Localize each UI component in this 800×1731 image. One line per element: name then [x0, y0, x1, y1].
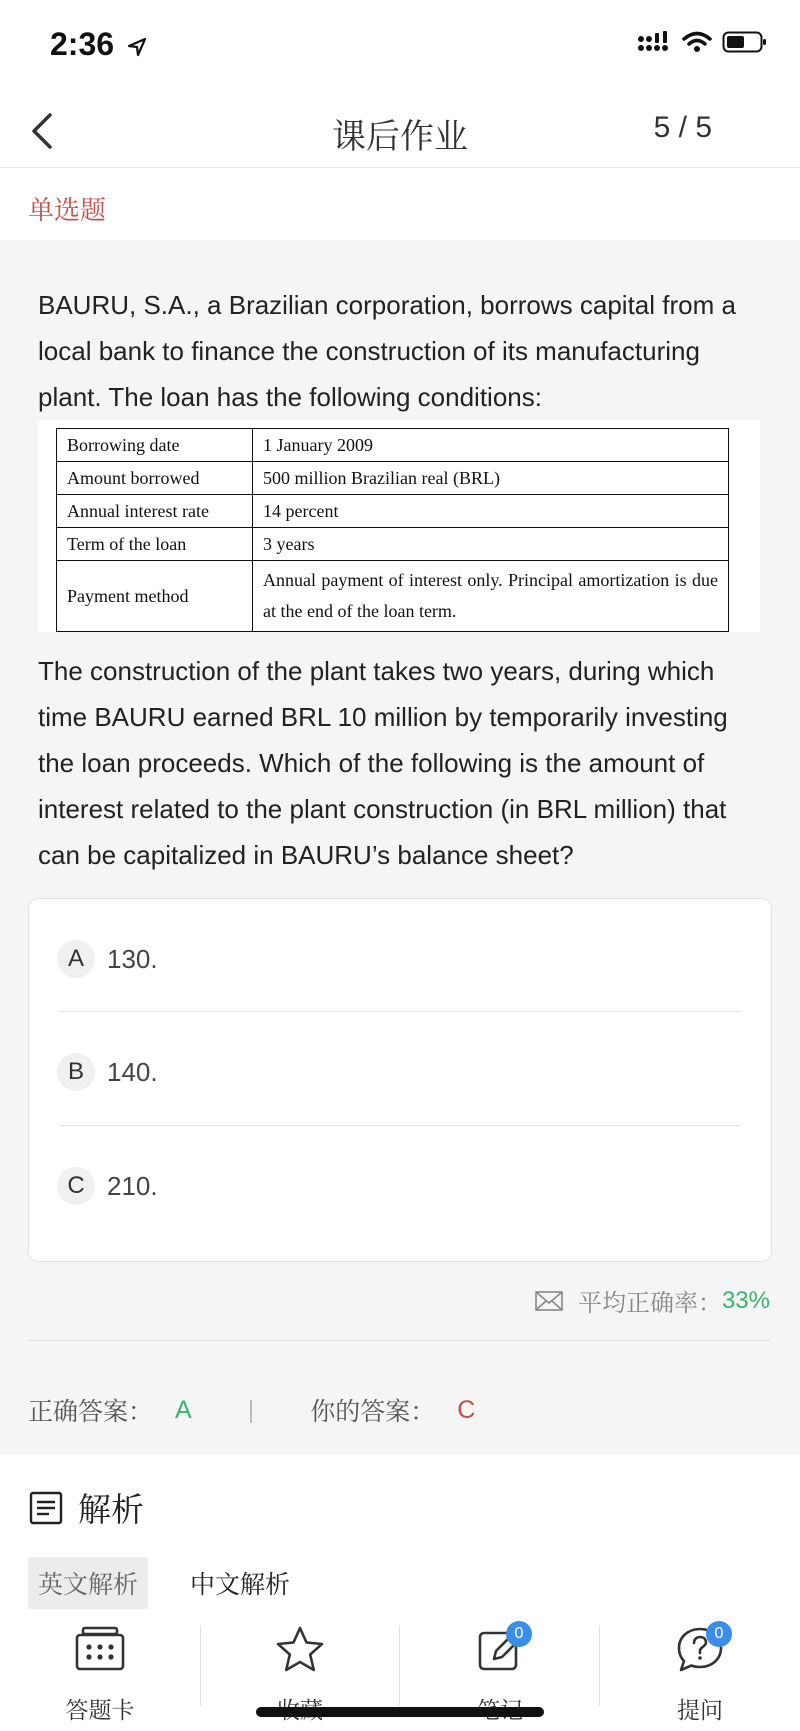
- analysis-tabs: [28, 1557, 300, 1609]
- accuracy-label: 平均正确率：: [577, 1290, 722, 1317]
- option-text: 130.: [107, 943, 158, 974]
- notes-badge: 0: [506, 1621, 532, 1647]
- table-value: 500 million Brazilian real (BRL): [253, 462, 729, 495]
- options-card: [28, 898, 772, 1262]
- home-indicator[interactable]: [256, 1707, 544, 1717]
- question-body: The construction of the plant takes two years, during which time BAURU earned BRL 10 million by temporarily investing the loan proceeds. Which of the following is the amount of interest related to the plant construction (in BRL million) that can be capitalized in BAURU’s balance sheet?: [38, 656, 728, 870]
- battery-icon: [722, 30, 768, 54]
- status-time: [50, 26, 147, 63]
- question-intro: BAURU, S.A., a Brazilian corporation, borrows capital from a local bank to finance the construction of its manufacturing plant. The loan has the following conditions:: [38, 290, 736, 412]
- correct-answer-value: A: [175, 1395, 192, 1424]
- question-type-row: [0, 182, 800, 240]
- table-value: Annual payment of interest only. Principal amortization is due at the end of the loan term.: [253, 561, 729, 632]
- tab-english-analysis[interactable]: 英文解析: [28, 1557, 148, 1609]
- option-c[interactable]: [57, 1156, 743, 1216]
- your-answer-value: C: [457, 1395, 476, 1424]
- table-key: Borrowing date: [57, 429, 253, 462]
- table-row: [57, 528, 729, 561]
- table-row: [57, 561, 729, 632]
- table-key: Payment method: [57, 561, 253, 632]
- status-indicators: [636, 30, 768, 54]
- option-letter: C: [57, 1167, 95, 1205]
- page-counter: 5 / 5: [653, 111, 712, 144]
- answer-separator: |: [247, 1395, 255, 1424]
- table-value: 3 years: [253, 528, 729, 561]
- loan-conditions-table-wrap: [38, 420, 760, 632]
- answer-card-button[interactable]: [0, 1610, 200, 1731]
- table-key: Amount borrowed: [57, 462, 253, 495]
- table-value: 1 January 2009: [253, 429, 729, 462]
- average-accuracy: [534, 1283, 770, 1318]
- wifi-icon: [682, 31, 712, 53]
- loan-conditions-table: [56, 428, 729, 632]
- option-b[interactable]: [57, 1042, 743, 1102]
- nav-bar: [0, 95, 800, 168]
- section-divider: [28, 1340, 770, 1341]
- location-arrow-icon: [127, 37, 147, 57]
- table-row: [57, 495, 729, 528]
- analysis-title: 解析: [78, 1491, 144, 1528]
- option-text: 140.: [107, 1056, 158, 1087]
- table-key: Term of the loan: [57, 528, 253, 561]
- analysis-header: [28, 1484, 144, 1531]
- ask-question-button[interactable]: [600, 1610, 800, 1731]
- star-icon: [274, 1625, 326, 1675]
- option-divider: [59, 1125, 741, 1126]
- ask-question-label: 提问: [677, 1697, 723, 1723]
- tab-chinese-analysis[interactable]: 中文解析: [190, 1571, 291, 1599]
- question-type-label: 单选题: [28, 195, 107, 225]
- accuracy-value: 33%: [721, 1286, 770, 1314]
- option-divider: [59, 1011, 741, 1012]
- answer-summary: [28, 1392, 475, 1428]
- page-title: 课后作业: [332, 118, 468, 156]
- table-key: Annual interest rate: [57, 495, 253, 528]
- envelope-icon[interactable]: [534, 1289, 564, 1313]
- table-row: [57, 429, 729, 462]
- option-text: 210.: [107, 1170, 158, 1201]
- answer-card-icon: [74, 1625, 126, 1673]
- option-letter: A: [57, 940, 95, 978]
- ask-question-badge: 0: [706, 1621, 732, 1647]
- answer-card-label: 答题卡: [65, 1697, 135, 1723]
- cellular-signal-icon: [636, 31, 672, 53]
- table-value: 14 percent: [253, 495, 729, 528]
- your-answer-label: 你的答案：: [310, 1398, 436, 1426]
- document-list-icon: [28, 1490, 64, 1526]
- correct-answer-label: 正确答案：: [28, 1398, 154, 1426]
- status-bar: [0, 0, 800, 95]
- option-letter: B: [57, 1053, 95, 1091]
- table-row: [57, 462, 729, 495]
- status-time-text: 2:36: [50, 26, 115, 62]
- option-a[interactable]: [57, 929, 743, 989]
